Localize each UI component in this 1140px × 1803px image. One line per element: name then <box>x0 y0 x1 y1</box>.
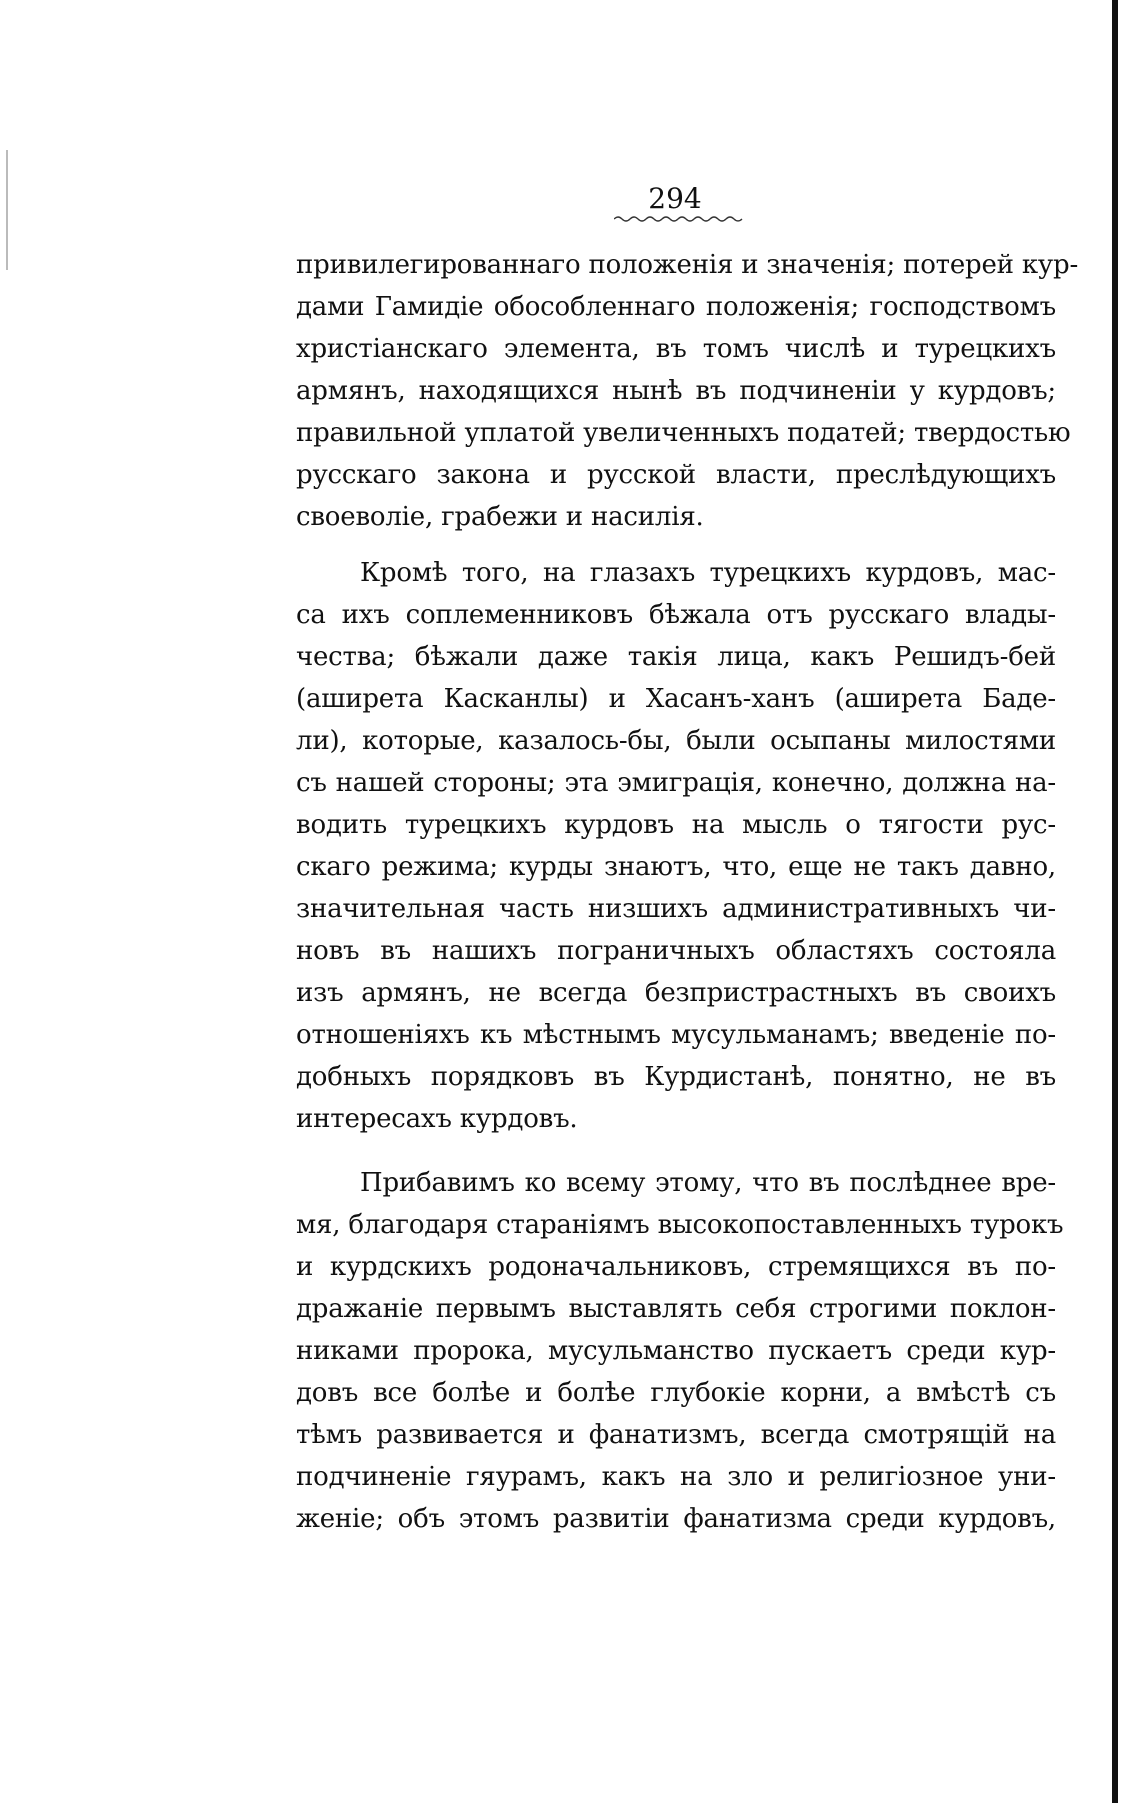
text-line: армянъ, находящихся нынѣ въ подчиненіи у курдовъ; <box>296 376 1056 406</box>
text-line: дражаніе первымъ выставлять себя строгими поклон- <box>296 1294 1056 1324</box>
text-line: подчиненіе гяурамъ, какъ на зло и религіозное уни- <box>296 1462 1056 1492</box>
text-line: съ нашей стороны; эта эмиграція, конечно, должна на- <box>296 768 1056 798</box>
text-line: русскаго закона и русской власти, преслѣдующихъ <box>296 460 1056 490</box>
page-edge-shadow <box>1112 0 1118 1803</box>
text-line: добныхъ порядковъ въ Курдистанѣ, понятно, не въ <box>296 1062 1056 1092</box>
page-number-ornament <box>614 215 744 223</box>
body-text <box>296 244 1079 1540</box>
text-line: правильной уплатой увеличенныхъ податей; твердостью <box>296 418 1071 448</box>
scan-margin-mark <box>6 150 8 270</box>
text-line: са ихъ соплеменниковъ бѣжала отъ русскаго влады- <box>296 600 1056 630</box>
text-line: привилегированнаго положенія и значенія; потерей кур- <box>296 250 1079 280</box>
text-line: женіе; объ этомъ развитіи фанатизма среди курдовъ, <box>296 1504 1056 1534</box>
text-line: интересахъ курдовъ. <box>296 1104 578 1134</box>
text-line: скаго режима; курды знаютъ, что, еще не такъ давно, <box>296 852 1056 882</box>
page-number: 294 <box>648 182 702 215</box>
paragraph-2 <box>296 552 1056 1140</box>
text-line: и курдскихъ родоначальниковъ, стремящихся въ по- <box>296 1252 1056 1282</box>
paragraph-3 <box>296 1162 1064 1540</box>
text-line: отношеніяхъ къ мѣстнымъ мусульманамъ; введеніе по- <box>296 1020 1056 1050</box>
text-line: своеволіе, грабежи и насилія. <box>296 502 704 532</box>
text-line: чества; бѣжали даже такія лица, какъ Решидъ-бей <box>296 642 1056 672</box>
text-line: Прибавимъ ко всему этому, что въ послѣднее вре- <box>360 1168 1056 1198</box>
text-line: довъ все болѣе и болѣе глубокіе корни, а вмѣстѣ съ <box>296 1378 1056 1408</box>
text-line: (аширета Касканлы) и Хасанъ-ханъ (аширета Баде- <box>296 684 1056 714</box>
text-line: изъ армянъ, не всегда безпристрастныхъ въ своихъ <box>296 978 1056 1008</box>
text-line: христіанскаго элемента, въ томъ числѣ и турецкихъ <box>296 334 1056 364</box>
text-line: Кромѣ того, на глазахъ турецкихъ курдовъ, мас- <box>360 558 1056 588</box>
text-line: водить турецкихъ курдовъ на мысль о тягости рус- <box>296 810 1056 840</box>
text-line: никами пророка, мусульманство пускаетъ среди кур- <box>296 1336 1056 1366</box>
text-line: новъ въ нашихъ пограничныхъ областяхъ состояла <box>296 936 1056 966</box>
text-line: дами Гамидіе обособленнаго положенія; господствомъ <box>296 292 1056 322</box>
paragraph-1 <box>296 244 1079 538</box>
text-line: мя, благодаря стараніямъ высокопоставленныхъ турокъ <box>296 1210 1064 1240</box>
text-line: значительная часть низшихъ административныхъ чи- <box>296 894 1056 924</box>
text-line: тѣмъ развивается и фанатизмъ, всегда смотрящій на <box>296 1420 1056 1450</box>
text-line: ли), которые, казалось-бы, были осыпаны милостями <box>296 726 1056 756</box>
